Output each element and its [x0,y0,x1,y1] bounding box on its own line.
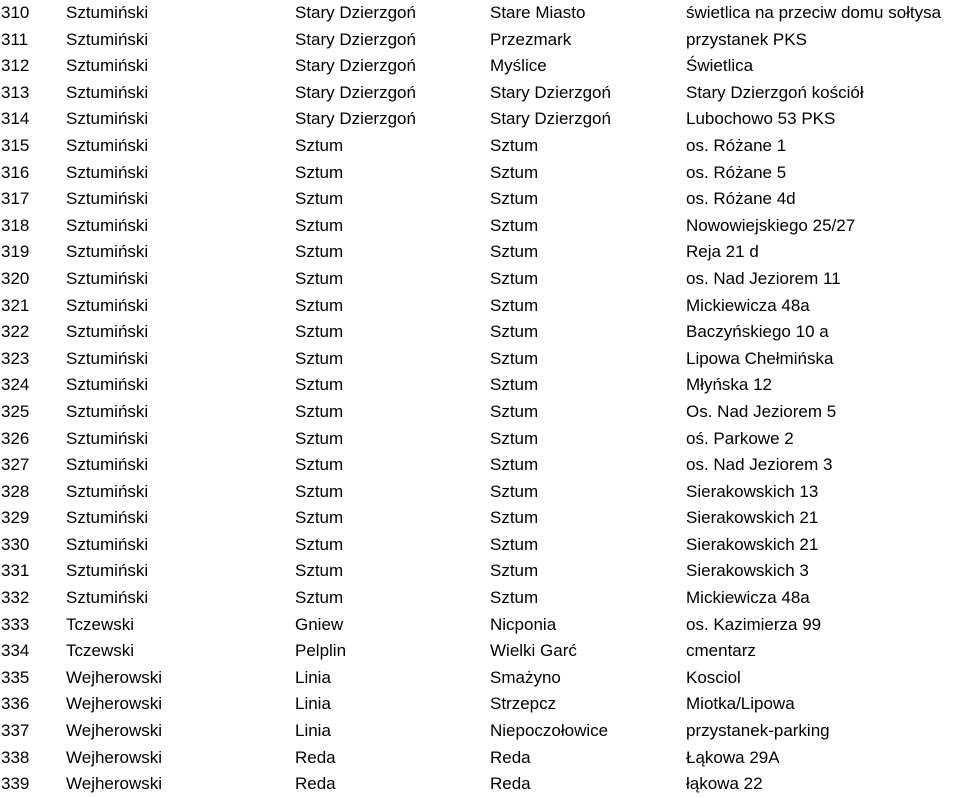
town-cell: Sztum [490,455,539,475]
table-row [0,0,960,27]
table-row [0,399,960,426]
county-cell: Sztumiński [66,242,149,262]
commune-cell: Sztum [295,215,344,235]
row-number: 339 [1,774,30,794]
row-number: 332 [1,588,30,608]
row-number: 334 [1,641,30,661]
commune-cell: Sztum [295,534,344,554]
county-cell: Sztumiński [66,162,149,182]
table-row [0,479,960,506]
town-cell: Stare Miasto [490,3,586,22]
location-cell: os. Różane 1 [686,135,787,155]
location-cell: Stary Dzierzgoń kościół [686,82,864,102]
town-cell: Reda [490,747,531,767]
location-cell: Sierakowskich 21 [686,534,819,554]
commune-cell: Sztum [295,481,344,501]
location-cell: przystanek PKS [686,29,807,49]
row-number: 319 [1,242,30,262]
table-row [0,213,960,240]
commune-cell: Stary Dzierzgoń [295,82,416,102]
row-number: 316 [1,162,30,182]
commune-cell: Reda [295,774,336,794]
row-number: 318 [1,215,30,235]
table-row [0,745,960,772]
table-row [0,532,960,559]
location-cell: Miotka/Lipowa [686,694,795,714]
commune-cell: Sztum [295,428,344,448]
row-number: 336 [1,694,30,714]
location-cell: łąkowa 22 [686,774,763,794]
county-cell: Sztumiński [66,295,149,315]
town-cell: Sztum [490,162,539,182]
county-cell: Sztumiński [66,322,149,342]
location-cell: oś. Parkowe 2 [686,428,794,448]
commune-cell: Sztum [295,508,344,528]
row-number: 326 [1,428,30,448]
town-cell: Sztum [490,508,539,528]
commune-cell: Stary Dzierzgoń [295,56,416,76]
commune-cell: Sztum [295,455,344,475]
town-cell: Sztum [490,295,539,315]
commune-cell: Gniew [295,614,344,634]
county-cell: Sztumiński [66,189,149,209]
commune-cell: Linia [295,667,331,687]
town-cell: Sztum [490,348,539,368]
table-row [0,106,960,133]
commune-cell: Sztum [295,295,344,315]
table-row [0,718,960,745]
row-number: 330 [1,534,30,554]
table-row [0,558,960,585]
row-number: 333 [1,614,30,634]
commune-cell: Sztum [295,561,344,581]
town-cell: Nicponia [490,614,557,634]
commune-cell: Sztum [295,162,344,182]
location-cell: Reja 21 d [686,242,759,262]
row-number: 335 [1,667,30,687]
county-cell: Sztumiński [66,534,149,554]
town-cell: Myślice [490,56,547,76]
commune-cell: Sztum [295,268,344,288]
commune-cell: Sztum [295,588,344,608]
row-number: 311 [1,29,29,49]
county-cell: Wejherowski [66,694,163,714]
location-cell: przystanek-parking [686,721,830,741]
row-number: 327 [1,455,30,475]
location-cell: os. Kazimierza 99 [686,614,822,634]
location-cell: os. Różane 4d [686,189,796,209]
row-number: 314 [1,109,30,129]
town-cell: Reda [490,774,531,794]
county-cell: Wejherowski [66,667,163,687]
county-cell: Sztumiński [66,215,149,235]
location-cell: Młyńska 12 [686,375,772,395]
county-cell: Tczewski [66,614,135,634]
town-cell: Sztum [490,268,539,288]
commune-cell: Stary Dzierzgoń [295,109,416,129]
row-number: 310 [1,3,30,22]
location-cell: os. Różane 5 [686,162,787,182]
county-cell: Sztumiński [66,561,149,581]
county-cell: Sztumiński [66,481,149,501]
county-cell: Wejherowski [66,774,163,794]
county-cell: Sztumiński [66,508,149,528]
town-cell: Wielki Garć [490,641,577,661]
row-number: 331 [1,561,30,581]
location-cell: Mickiewicza 48a [686,295,810,315]
town-cell: Sztum [490,242,539,262]
town-cell: Sztum [490,189,539,209]
county-cell: Sztumiński [66,109,149,129]
location-cell: cmentarz [686,641,756,661]
town-cell: Niepoczołowice [490,721,609,741]
table-row [0,293,960,320]
table-row [0,452,960,479]
row-number: 324 [1,375,30,395]
county-cell: Sztumiński [66,82,149,102]
county-cell: Sztumiński [66,375,149,395]
county-cell: Wejherowski [66,721,163,741]
town-cell: Sztum [490,375,539,395]
commune-cell: Linia [295,721,331,741]
location-cell: os. Nad Jeziorem 11 [686,268,841,288]
table-row [0,505,960,532]
row-number: 329 [1,508,30,528]
commune-cell: Stary Dzierzgoń [295,29,416,49]
commune-cell: Sztum [295,322,344,342]
row-number: 312 [1,56,30,76]
table-row [0,160,960,187]
row-number: 317 [1,189,30,209]
table-row [0,346,960,373]
commune-cell: Stary Dzierzgoń [295,3,416,22]
location-cell: Łąkowa 29A [686,747,780,767]
commune-cell: Pelplin [295,641,347,661]
row-number: 321 [1,295,30,315]
town-cell: Stary Dzierzgoń [490,109,611,129]
row-number: 313 [1,82,30,102]
table-row [0,133,960,160]
town-cell: Smażyno [490,667,561,687]
town-cell: Sztum [490,481,539,501]
location-cell: Os. Nad Jeziorem 5 [686,401,837,421]
table-row [0,53,960,80]
town-cell: Sztum [490,215,539,235]
county-cell: Sztumiński [66,56,149,76]
county-cell: Tczewski [66,641,135,661]
commune-cell: Sztum [295,401,344,421]
county-cell: Sztumiński [66,588,149,608]
location-cell: Kosciol [686,667,741,687]
location-cell: Lubochowo 53 PKS [686,109,836,129]
table-row [0,665,960,692]
county-cell: Sztumiński [66,348,149,368]
row-number: 325 [1,401,30,421]
table-row [0,771,960,798]
table-row [0,27,960,54]
county-cell: Wejherowski [66,747,163,767]
location-cell: Nowowiejskiego 25/27 [686,215,856,235]
location-cell: świetlica na przeciw domu sołtysa [686,3,942,22]
county-cell: Sztumiński [66,455,149,475]
county-cell: Sztumiński [66,3,149,22]
commune-cell: Sztum [295,375,344,395]
table-row [0,319,960,346]
location-cell: Sierakowskich 13 [686,481,819,501]
row-number: 323 [1,348,30,368]
town-cell: Sztum [490,401,539,421]
table-row [0,426,960,453]
commune-cell: Linia [295,694,331,714]
county-cell: Sztumiński [66,428,149,448]
row-number: 338 [1,747,30,767]
location-cell: Baczyńskiego 10 a [686,322,829,342]
location-cell: os. Nad Jeziorem 3 [686,455,833,475]
table-row [0,186,960,213]
town-cell: Sztum [490,561,539,581]
table-row [0,239,960,266]
location-cell: Mickiewicza 48a [686,588,810,608]
row-number: 320 [1,268,30,288]
location-cell: Sierakowskich 21 [686,508,819,528]
table-row [0,612,960,639]
location-cell: Świetlica [686,56,754,76]
county-cell: Sztumiński [66,268,149,288]
town-cell: Sztum [490,428,539,448]
county-cell: Sztumiński [66,401,149,421]
commune-cell: Sztum [295,135,344,155]
table-row [0,372,960,399]
commune-cell: Sztum [295,189,344,209]
table-row [0,691,960,718]
town-cell: Przezmark [490,29,572,49]
row-number: 337 [1,721,30,741]
commune-cell: Sztum [295,242,344,262]
location-cell: Sierakowskich 3 [686,561,809,581]
table-row [0,638,960,665]
table-row [0,80,960,107]
commune-cell: Sztum [295,348,344,368]
commune-cell: Reda [295,747,336,767]
row-number: 328 [1,481,30,501]
row-number: 315 [1,135,30,155]
town-cell: Sztum [490,588,539,608]
county-cell: Sztumiński [66,135,149,155]
table-row [0,585,960,612]
row-number: 322 [1,322,30,342]
town-cell: Sztum [490,534,539,554]
table-row [0,266,960,293]
town-cell: Sztum [490,135,539,155]
town-cell: Strzepcz [490,694,557,714]
location-cell: Lipowa Chełmińska [686,348,834,368]
town-cell: Sztum [490,322,539,342]
town-cell: Stary Dzierzgoń [490,82,611,102]
county-cell: Sztumiński [66,29,149,49]
